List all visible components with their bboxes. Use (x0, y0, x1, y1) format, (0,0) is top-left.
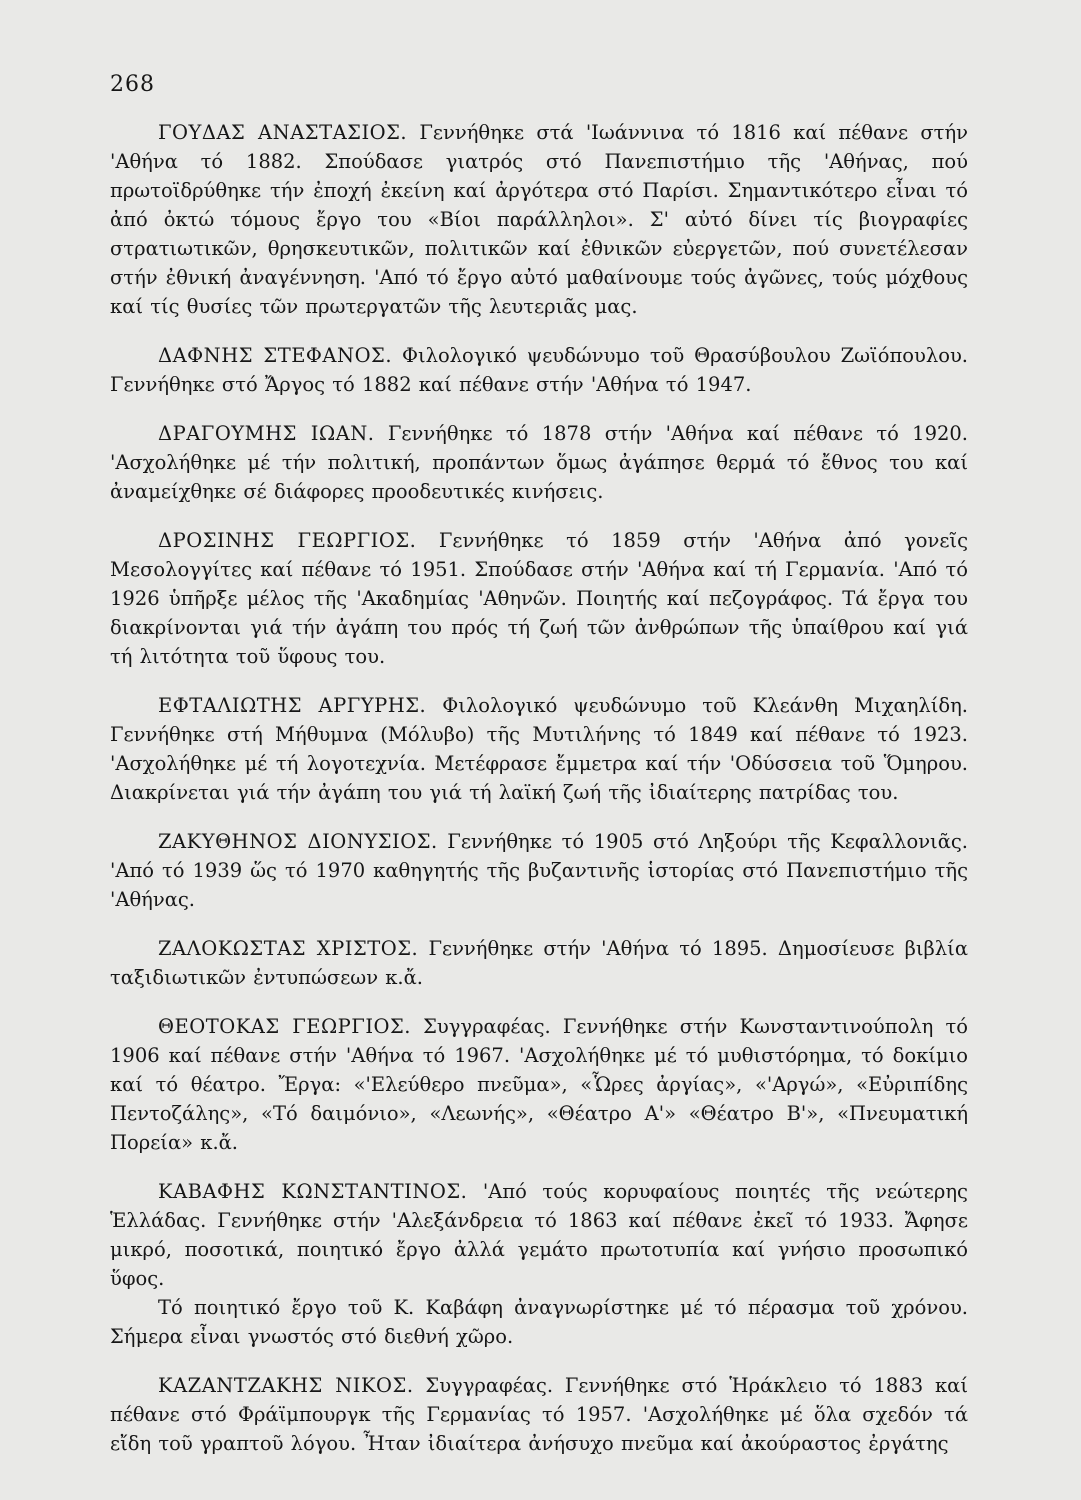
entry-text: Γεννήθηκε τό 1878 στήν 'Αθήνα καί πέθανε τό 1920. 'Ασχολήθηκε μέ τήν πολιτική, προπάντων ὅμως ἀγάπησε θερμά τό ἔθνος του καί ἀναμείχθηκε σέ διάφορες προοδευτικές κινήσεις. (110, 422, 969, 503)
entry-text: Συγγραφέας. Γεννήθηκε στό Ἡράκλειο τό 1883 καί πέθανε στό Φράϊμπουργκ τῆς Γερμανίας τό 1957. 'Ασχολήθηκε μέ ὅλα σχεδόν τά εἴδη τοῦ γραπτοῦ λόγου. Ἦταν ἰδιαίτερα ἀνήσυχο πνεῦμα καί ἀκούραστος ἐργάτης (110, 1374, 968, 1455)
entry-text: Συγγραφέας. Γεννήθηκε στήν Κωνσταντινούπολη τό 1906 καί πέθανε στήν 'Αθήνα τό 1967. 'Ασχολήθηκε μέ τό μυθιστόρημα, τό δοκίμιο καί τό θέατρο. Ἔργα: «'Ελεύθερο πνεῦμα», «Ὧρες ἀργίας», «'Αργώ», «Εὐριπίδης Πεντοζάλης», «Τό δαιμόνιο», «Λεωνής», «Θέατρο Α'» «Θέατρο Β'», «Πνευματική Πορεία» κ.ἄ. (110, 1015, 968, 1154)
entry-name: ΕΦΤΑΛΙΩΤΗΣ ΑΡΓΥΡΗΣ. (158, 694, 427, 717)
entry-note: Τό ποιητικό ἔργο τοῦ Κ. Καβάφη ἀναγνωρίστηκε μέ τό πέρασμα τοῦ χρόνου. Σήμερα εἶναι γνωστός στό διεθνή χῶρο. (110, 1296, 968, 1348)
entry-kazantzakis (110, 1371, 968, 1458)
entry-text: Φιλολογικό ψευδώνυμο τοῦ Κλεάνθη Μιχαηλίδη. Γεννήθηκε στή Μήθυμνα (Μόλυβο) τῆς Μυτιλήνης τό 1849 καί πέθανε τό 1923. 'Ασχολήθηκε μέ τή λογοτεχνία. Μετέφρασε ἔμμετρα καί τήν 'Οδύσσεια τοῦ Ὅμηρου. Διακρίνεται γιά τήν ἀγάπη του γιά τή λαϊκή ζωή τῆς ἰδιαίτερης πατρίδας του. (110, 694, 968, 804)
entry-dragoumis (110, 419, 968, 506)
entry-text: Γεννήθηκε τό 1905 στό Ληξούρι τῆς Κεφαλλονιᾶς. 'Από τό 1939 ὥς τό 1970 καθηγητής τῆς βυζαντινῆς ἱστορίας στό Πανεπιστήμιο τῆς 'Αθήνας. (110, 830, 968, 911)
entry-text: Γεννήθηκε στά 'Ιωάννινα τό 1816 καί πέθανε στήν 'Αθήνα τό 1882. Σπούδασε γιατρός στό Πανεπιστήμιο τῆς 'Αθήνας, πού πρωτοϊδρύθηκε τήν ἐποχή ἐκείνη καί ἀργότερα στό Παρίσι. Σημαντικότερο εἶναι τό ἀπό ὀκτώ τόμους ἔργο του «Βίοι παράλληλοι». Σ' αὐτό δίνει τίς βιογραφίες στρατιωτικῶν, θρησκευτικῶν, πολιτικῶν καί ἐθνικῶν εὐεργετῶν, πού συνετέλεσαν στήν ἐθνική ἀναγέννηση. 'Από τό ἔργο αὐτό μαθαίνουμε τούς ἀγῶνες, τούς μόχθους καί τίς θυσίες τῶν πρωτεργατῶν τῆς λευτεριᾶς μας. (110, 121, 969, 318)
entry-name: ΖΑΛΟΚΩΣΤΑΣ ΧΡΙΣΤΟΣ. (158, 937, 419, 960)
entry-text: Γεννήθηκε στήν 'Αθήνα τό 1895. Δημοσίευσε βιβλία ταξιδιωτικῶν ἐντυπώσεων κ.ἄ. (110, 937, 968, 989)
entry-name: ΚΑΖΑΝΤΖΑΚΗΣ ΝΙΚΟΣ. (158, 1374, 414, 1397)
entry-zalokostas (110, 934, 968, 992)
entry-text: Φιλολογικό ψευδώνυμο τοῦ Θρασύβουλου Ζωϊόπουλου. Γεννήθηκε στό Ἄργος τό 1882 καί πέθανε στήν 'Αθήνα τό 1947. (110, 344, 969, 396)
entry-text: 'Από τούς κορυφαίους ποιητές τῆς νεώτερης Ἑλλάδας. Γεννήθηκε στήν 'Αλεξάνδρεια τό 1863 καί πέθανε ἐκεῖ τό 1933. Ἄφησε μικρό, ποσοτικά, ποιητικό ἔργο ἀλλά γεμάτο πρωτοτυπία καί γνήσιο προσωπικό ὕφος. (110, 1180, 968, 1290)
entry-text: Γεννήθηκε τό 1859 στήν 'Αθήνα ἀπό γονεῖς Μεσολογγίτες καί πέθανε τό 1951. Σπούδασε στήν 'Αθήνα καί τή Γερμανία. 'Από τό 1926 ὑπῆρξε μέλος τῆς 'Ακαδημίας 'Αθηνῶν. Ποιητής καί πεζογράφος. Τά ἔργα του διακρίνονται γιά τήν ἀγάπη του πρός τή ζωή τῶν ἀνθρώπων τῆς ὑπαίθρου καί γιά τή λιτότητα τοῦ ὕφους του. (110, 529, 969, 668)
entry-name: ΔΑΦΝΗΣ ΣΤΕΦΑΝΟΣ. (158, 344, 393, 367)
entry-goudas (110, 118, 968, 321)
entry-kavafis (110, 1177, 968, 1351)
entry-eftaliotis (110, 691, 968, 807)
page-number: 268 (110, 72, 155, 97)
entry-theotokas (110, 1012, 968, 1157)
entry-name: ΓΟΥΔΑΣ ΑΝΑΣΤΑΣΙΟΣ. (158, 121, 408, 144)
entry-name: ΘΕΟΤΟΚΑΣ ΓΕΩΡΓΙΟΣ. (158, 1015, 412, 1038)
entry-name: ΔΡΟΣΙΝΗΣ ΓΕΩΡΓΙΟΣ. (158, 529, 417, 552)
entry-name: ΚΑΒΑΦΗΣ ΚΩΝΣΤΑΝΤΙΝΟΣ. (158, 1180, 468, 1203)
entry-name: ΖΑΚΥΘΗΝΟΣ ΔΙΟΝΥΣΙΟΣ. (158, 830, 438, 853)
entry-name: ΔΡΑΓΟΥΜΗΣ ΙΩΑΝ. (158, 422, 375, 445)
entry-zakythinos (110, 827, 968, 914)
entry-drosinis (110, 526, 968, 671)
glossary-entries (110, 118, 968, 1478)
entry-dafnis (110, 341, 968, 399)
